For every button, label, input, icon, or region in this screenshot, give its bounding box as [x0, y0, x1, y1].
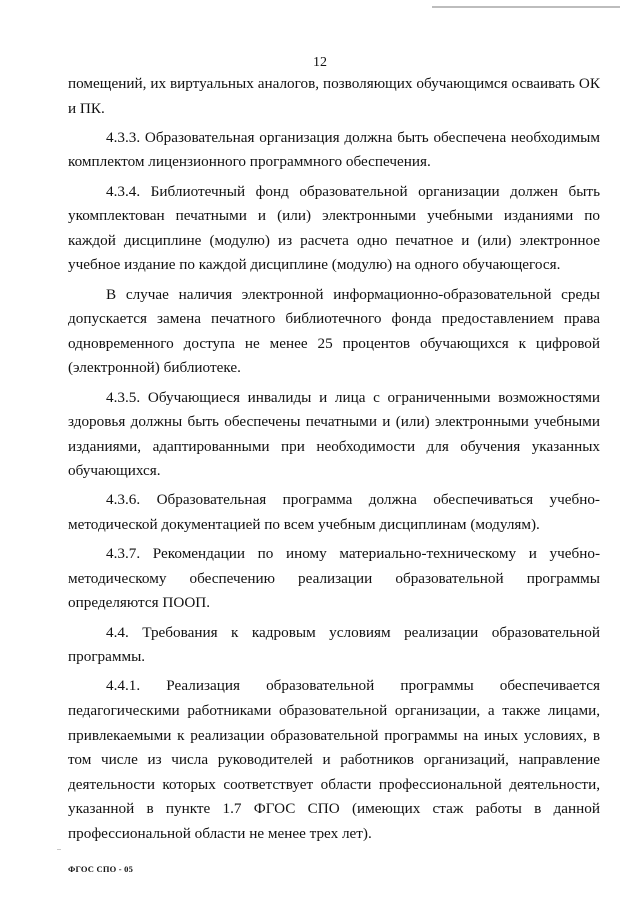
page-number: 12 [313, 55, 327, 70]
paragraph-4-3-5: 4.3.5. Обучающиеся инвалиды и лица с ограниченными возможностями здоровья должны быть обеспечены печатными и (или) электронными учебными изданиями, адаптированными при необходимости для обучения указанных обучающихся. [68, 388, 600, 480]
scan-edge-mark [432, 6, 620, 8]
footer-code: ФГОС СПО - 05 [68, 864, 134, 874]
paragraph-4-3-4: 4.3.4. Библиотечный фонд образовательной организации должен быть укомплектован печатными и (или) электронными учебными изданиями по каждой дисциплине (модулю) из расчета одно печатное и (или) электронное учебное издание по каждой дисциплине (модулю) на одного обучающегося. [68, 182, 600, 274]
document-body [68, 72, 600, 851]
paragraph-4-3-7: 4.3.7. Рекомендации по иному материально-техническому и учебно-методическому обеспечению реализации образовательной программы определяются ПООП. [68, 545, 600, 612]
scan-speck [57, 849, 61, 850]
paragraph-electronic-library: В случае наличия электронной информационно-образовательной среды допускается замена печатного библиотечного фонда предоставлением права одновременного доступа не менее 25 процентов обучающихся к цифровой (электронной) библиотеке. [68, 285, 600, 377]
paragraph-4-4: 4.4. Требования к кадровым условиям реализации образовательной программы. [68, 623, 600, 666]
paragraph-4-4-1: 4.4.1. Реализация образовательной программы обеспечивается педагогическими работниками образовательной организации, а также лицами, привлекаемыми к реализации образовательной программы на иных условиях, в том числе из числа руководителей и работников организаций, направление деятельности которых соответствует области профессиональной деятельности, указанной в пункте 1.7 ФГОС СПО (имеющих стаж работы в данной профессиональной области не менее трех лет). [68, 677, 600, 842]
paragraph-4-3-3: 4.3.3. Образовательная организация должна быть обеспечена необходимым комплектом лицензионного программного обеспечения. [68, 128, 600, 171]
paragraph-continuation: помещений, их виртуальных аналогов, позволяющих обучающимся осваивать ОК и ПК. [68, 75, 600, 117]
paragraph-4-3-6: 4.3.6. Образовательная программа должна обеспечиваться учебно-методической документацией по всем учебным дисциплинам (модулям). [68, 491, 600, 534]
